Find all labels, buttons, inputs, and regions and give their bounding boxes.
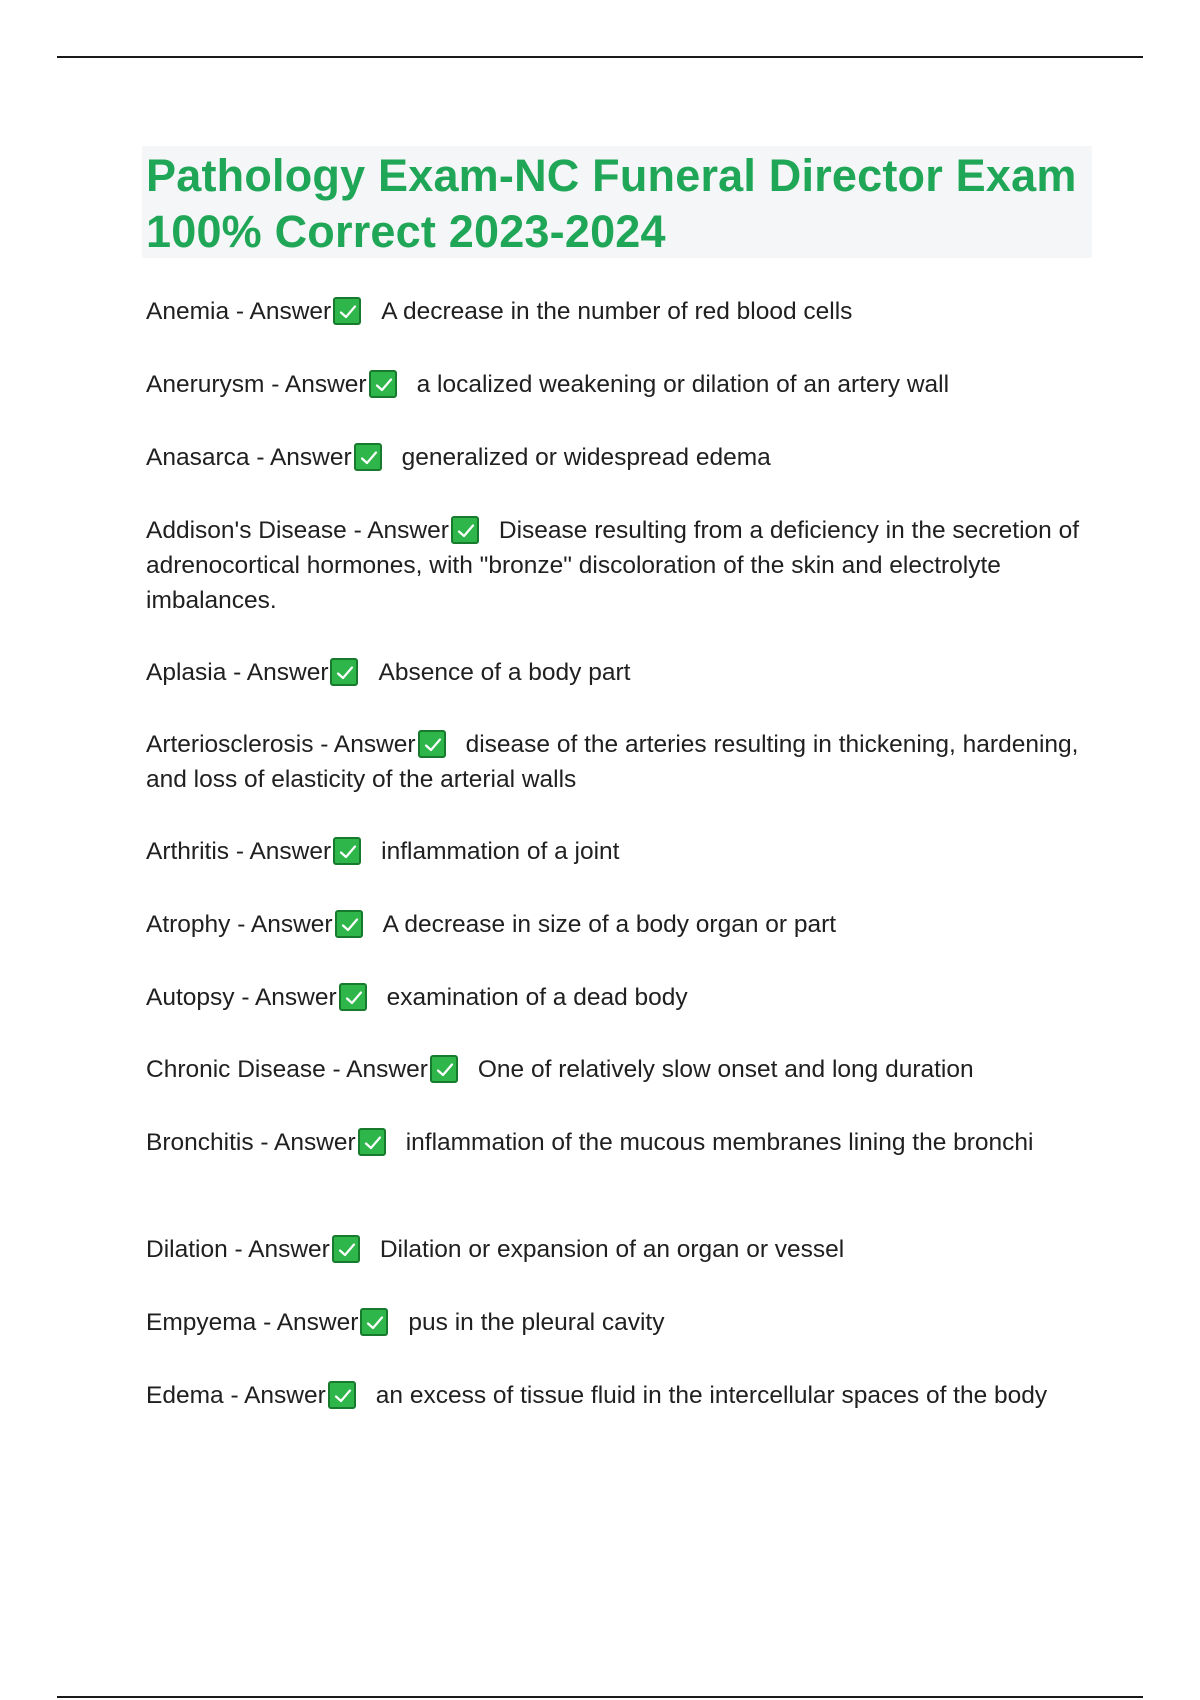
qa-definition: Disease resulting from a deficiency in the secretion of adrenocortical hormones, with "bronze" discoloration of the skin and electrolyte imbalances.: [146, 517, 1080, 614]
check-icon: [360, 1308, 388, 1336]
qa-definition: generalized or widespread edema: [401, 444, 771, 471]
qa-definition: inflammation of the mucous membranes lining the bronchi: [405, 1129, 1034, 1156]
qa-definition: Absence of a body part: [378, 659, 631, 686]
qa-term: Edema: [146, 1382, 224, 1409]
qa-term: Dilation: [146, 1236, 228, 1263]
bottom-rule: [57, 1696, 1143, 1698]
check-icon: [451, 516, 479, 544]
check-icon: [369, 370, 397, 398]
qa-definition: an excess of tissue fluid in the intercellular spaces of the body: [375, 1382, 1048, 1409]
qa-definition: examination of a dead body: [386, 984, 688, 1011]
qa-item: Addison's Disease - Answer Disease resulting from a deficiency in the secretion of adrenocortical hormones, with "bronze" discoloration of the skin and electrolyte imbalances.: [146, 517, 1080, 614]
qa-definition: A decrease in size of a body organ or part: [382, 911, 837, 938]
qa-answer-label: Answer: [333, 731, 416, 758]
check-icon: [333, 297, 361, 325]
document-title: Pathology Exam-NC Funeral Director Exam 100% Correct 2023-2024: [146, 150, 1077, 257]
qa-item: Anerurysm - Answer a localized weakening or dilation of an artery wall: [146, 371, 950, 398]
qa-answer-label: Answer: [274, 1129, 356, 1156]
qa-term: Autopsy: [146, 984, 235, 1011]
check-icon: [328, 1381, 356, 1409]
qa-item: Chronic Disease - Answer One of relatively slow onset and long duration: [146, 1056, 974, 1083]
qa-answer-label: Answer: [246, 659, 329, 686]
qa-definition: pus in the pleural cavity: [408, 1309, 665, 1336]
qa-answer-label: Answer: [254, 984, 337, 1011]
qa-answer-label: Answer: [250, 911, 333, 938]
check-icon: [333, 837, 361, 865]
qa-term: Bronchitis: [146, 1129, 254, 1156]
qa-definition: A decrease in the number of red blood cells: [381, 298, 853, 325]
qa-item: Arteriosclerosis - Answer disease of the arteries resulting in thickening, hardening, and loss of elasticity of the arterial walls: [146, 731, 1079, 793]
qa-answer-label: Answer: [367, 517, 449, 544]
qa-term: Arthritis: [146, 838, 230, 865]
qa-item: Bronchitis - Answer inflammation of the mucous membranes lining the bronchi: [146, 1129, 1034, 1156]
check-icon: [354, 443, 382, 471]
qa-term: Aplasia: [146, 659, 227, 686]
qa-item: Edema - Answer an excess of tissue fluid in the intercellular spaces of the body: [146, 1382, 1048, 1409]
qa-answer-label: Answer: [248, 1236, 330, 1263]
check-icon: [418, 730, 446, 758]
qa-answer-label: Answer: [249, 838, 332, 865]
qa-term: Arteriosclerosis: [146, 731, 314, 758]
qa-definition: a localized weakening or dilation of an artery wall: [416, 371, 950, 398]
qa-item: Empyema - Answer pus in the pleural cavity: [146, 1309, 665, 1336]
check-icon: [358, 1128, 386, 1156]
qa-term: Anasarca: [146, 444, 250, 471]
qa-answer-label: Answer: [346, 1056, 428, 1083]
qa-definition: inflammation of a joint: [381, 838, 620, 865]
qa-answer-label: Answer: [249, 298, 332, 325]
qa-answer-label: Answer: [244, 1382, 326, 1409]
qa-term: Atrophy: [146, 911, 231, 938]
qa-definition: One of relatively slow onset and long duration: [477, 1056, 974, 1083]
qa-item: Atrophy - Answer A decrease in size of a body organ or part: [146, 911, 837, 938]
qa-term: Anemia: [146, 298, 230, 325]
qa-item: Autopsy - Answer examination of a dead body: [146, 984, 688, 1011]
qa-answer-label: Answer: [269, 444, 352, 471]
check-icon: [332, 1235, 360, 1263]
check-icon: [330, 658, 358, 686]
check-icon: [335, 910, 363, 938]
qa-item: Anasarca - Answer generalized or widespread edema: [146, 444, 771, 471]
check-icon: [430, 1055, 458, 1083]
qa-item: Dilation - Answer Dilation or expansion of an organ or vessel: [146, 1236, 845, 1263]
qa-definition: Dilation or expansion of an organ or vessel: [379, 1236, 845, 1263]
qa-term: Chronic Disease: [146, 1056, 326, 1083]
top-rule: [57, 56, 1143, 58]
qa-item: Aplasia - Answer Absence of a body part: [146, 659, 631, 686]
check-icon: [339, 983, 367, 1011]
qa-term: Addison's Disease: [146, 517, 347, 544]
qa-item: Anemia - Answer A decrease in the number of red blood cells: [146, 298, 853, 325]
qa-term: Empyema: [146, 1309, 257, 1336]
qa-term: Anerurysm: [146, 371, 265, 398]
qa-answer-label: Answer: [276, 1309, 359, 1336]
qa-definition: disease of the arteries resulting in thickening, hardening, and loss of elasticity of the arterial walls: [146, 731, 1079, 793]
qa-item: Arthritis - Answer inflammation of a joint: [146, 838, 620, 865]
qa-answer-label: Answer: [284, 371, 367, 398]
